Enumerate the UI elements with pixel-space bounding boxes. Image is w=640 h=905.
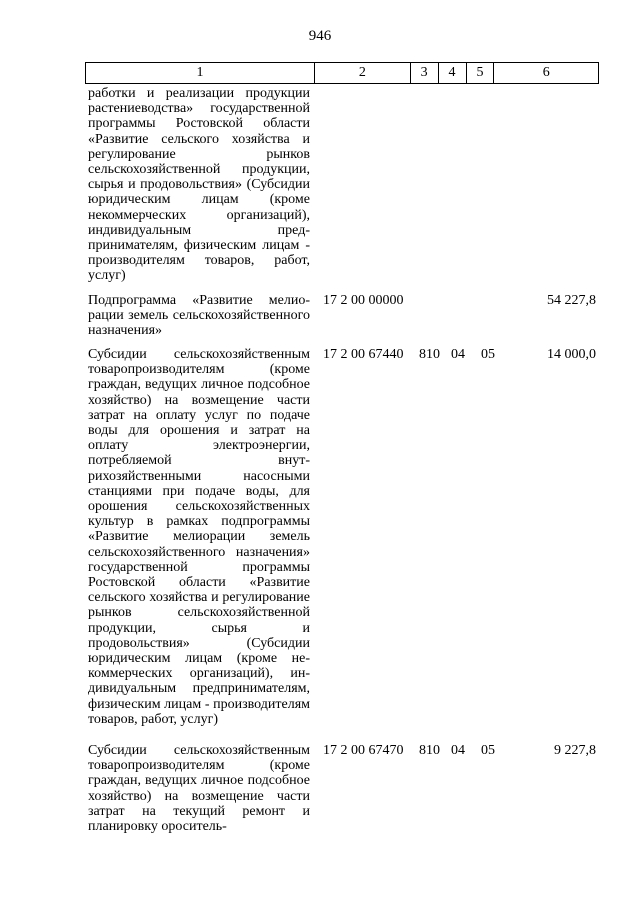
row-subsection: 05	[481, 743, 495, 758]
row-sum: 9 227,8	[554, 743, 596, 758]
row-section: 04	[451, 347, 465, 362]
page-number: 946	[308, 28, 332, 44]
row-description: работки и реализации продукции растениеводства» государственной программы Ростовской области «Развитие сельского хозяйства и регулирование рынков сельскохозяйственной продукции, сырья и продовольствия» (Субсидии юридическим лицам (кроме некоммерческих организаций), индивидуальным предпринимателям, физическим лицам - производителям товаров, работ, услуг)	[88, 86, 310, 284]
row-code: 17 2 00 67470	[323, 743, 404, 758]
header-col-4: 4	[439, 63, 467, 83]
row-code: 17 2 00 67440	[323, 347, 404, 362]
row-description: Субсидии сельскохозяйственным товаропроизводителям (кроме граждан, ведущих личное подсобное хозяйство) на возмещение части затрат на оплату услуг по подаче воды для орошения и затрат на оплату электроэнергии, потребляемой внутрихозяйственными насосными станциями при подаче воды, для орошения сельскохозяйственных культур в рамках подпрограммы «Развитие мелиорации земель сельскохозяйственного назначения» государственной программы Ростовской области «Развитие сельского хозяйства и регулирование рынков сельскохозяйственной продукции, сырья и продовольствия» (Субсидии юридическим лицам (кроме некоммерческих организаций), индивидуальным предпринимателям, физическим лицам - производителям товаров, работ, услуг)	[88, 347, 310, 727]
row-expense-type: 810	[419, 347, 440, 362]
row-expense-type: 810	[419, 743, 440, 758]
row-description: Субсидии сельскохозяйственным товаропроизводителям (кроме граждан, ведущих личное подсобное хозяйство) на возмещение части затрат на текущий ремонт и планировку ороситель-	[88, 743, 310, 835]
header-col-3: 3	[411, 63, 439, 83]
table-header	[85, 62, 599, 84]
row-code: 17 2 00 00000	[323, 293, 404, 308]
row-sum: 54 227,8	[547, 293, 596, 308]
header-col-1: 1	[86, 63, 315, 83]
header-col-6: 6	[542, 65, 550, 80]
row-section: 04	[451, 743, 465, 758]
row-description: Подпрограмма «Развитие мелиорации земель сельскохозяйственного назначения»	[88, 293, 310, 339]
header-col-2: 2	[315, 63, 411, 83]
row-subsection: 05	[481, 347, 495, 362]
header-col-5: 5	[467, 63, 495, 83]
row-sum: 14 000,0	[547, 347, 596, 362]
